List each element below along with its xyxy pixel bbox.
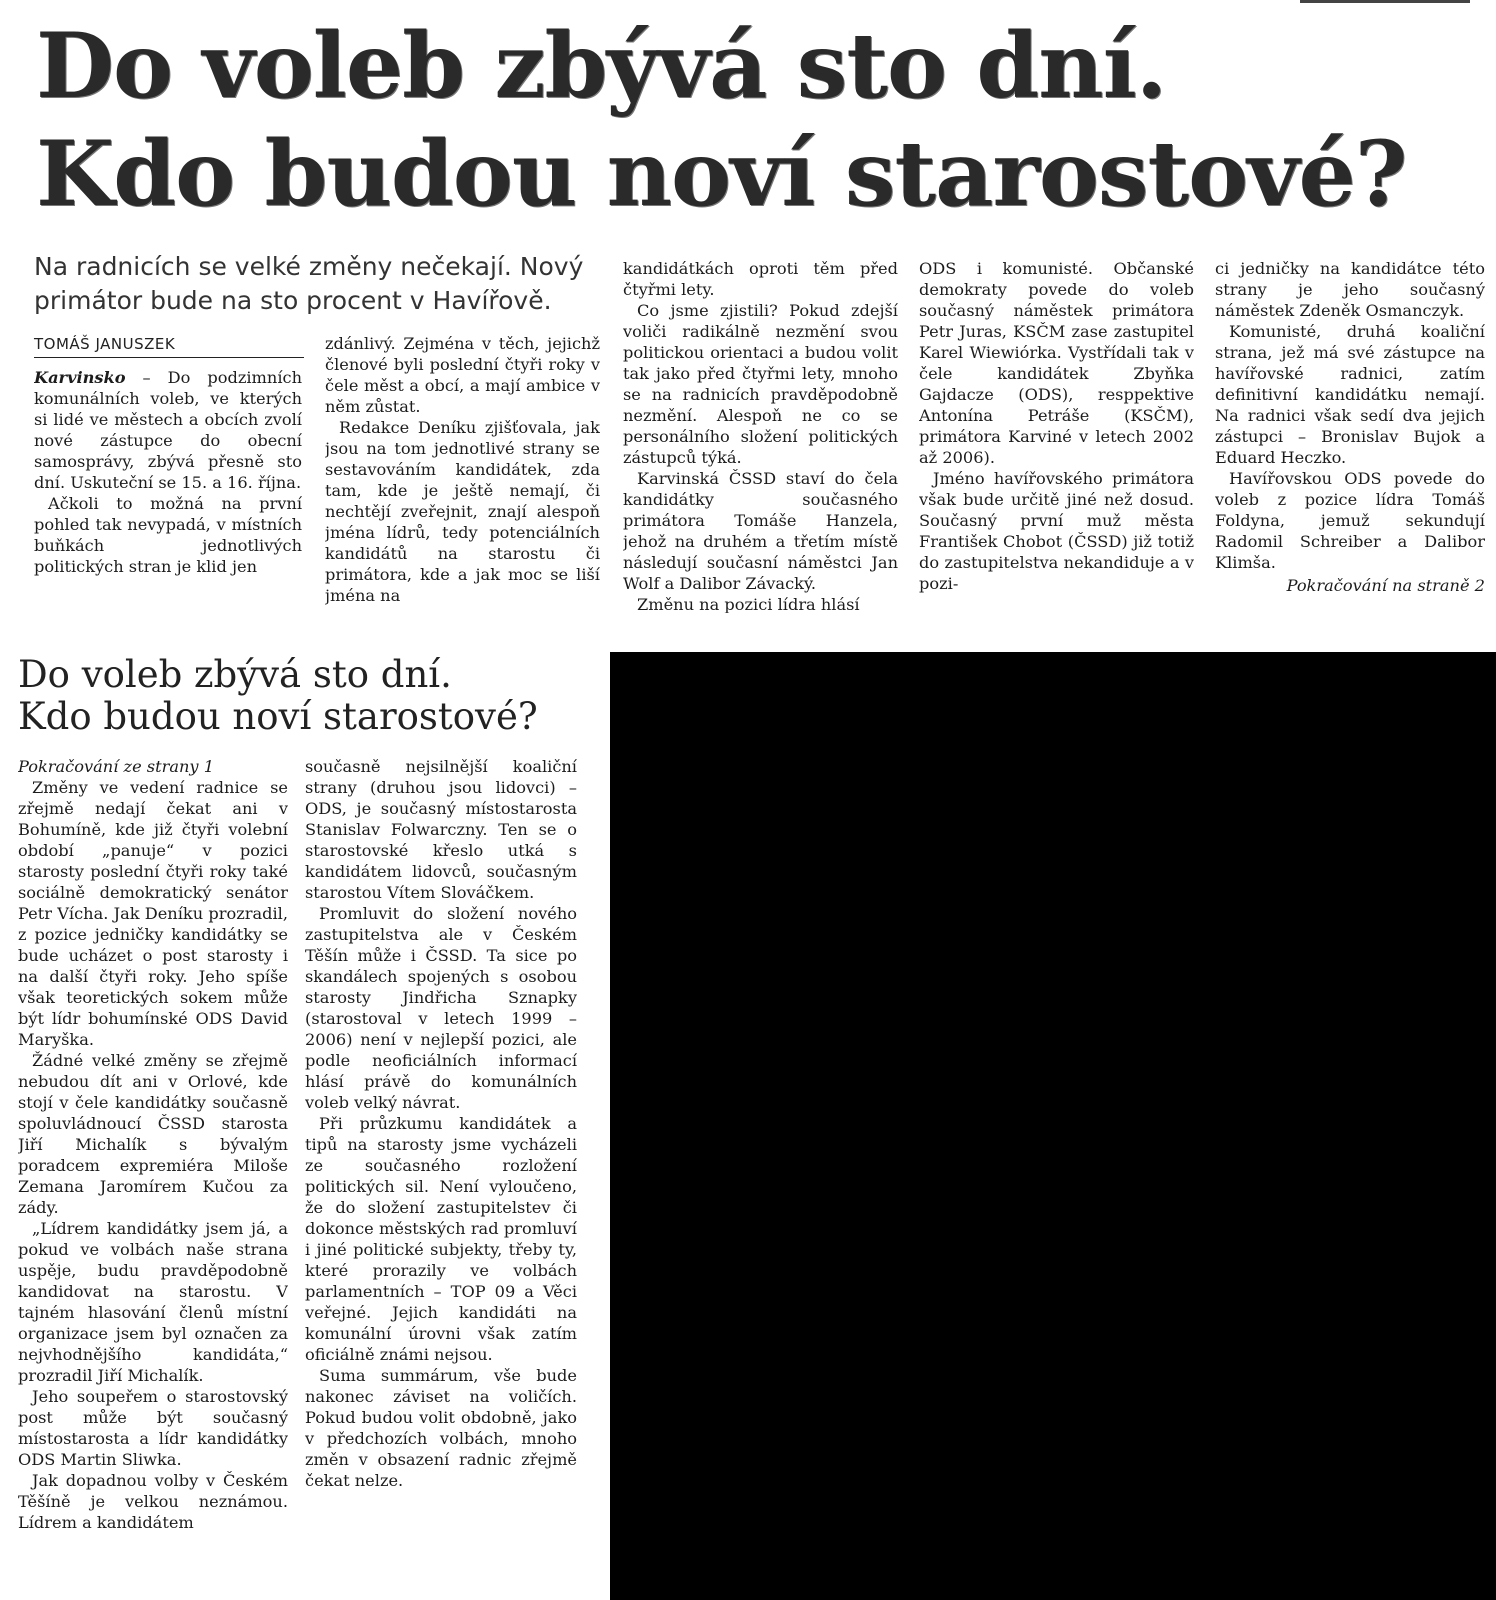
dateline: Karvinsko (34, 368, 126, 387)
headline (36, 12, 1476, 228)
continued-note: Pokračování na straně 2 (1286, 576, 1485, 595)
paragraph: kandidátkách oproti těm před čtyřmi lety. (623, 259, 898, 299)
continuation-headline-line-1: Do voleb zbývá sto dní. (18, 653, 452, 696)
paragraph: Jméno havířovského primátora však bude určitě jiné než dosud. Současný první muž města František Chobot (ČSSD) již totiž do zastupitelstva nekandiduje a v pozi- (919, 469, 1194, 593)
paragraph: Jeho soupeřem o starostovský post může být současný místostarosta a lídr kandidátky ODS Martin Sliwka. (18, 1387, 288, 1469)
paragraph: Ačkoli to možná na první pohled tak nevypadá, v místních buňkách jednotlivých politických stran je klid jen (34, 494, 302, 576)
paragraph: Promluvit do složení nového zastupitelstva ale v Českém Těšín může i ČSSD. Ta sice po skandálech spojených s osobou starosty Jindřicha Sznapky (starostoval v letech 1999 – 2006) není v nejlepší pozici, ale podle neoficiálních informací hlásí právě do komunálních voleb velký návrat. (305, 904, 577, 1112)
paragraph-text: – Do podzimních komunálních voleb, ve kterých si lidé ve městech a obcích zvolí nové zástupce do obecní samosprávy, zbývá přesně sto dní. Uskuteční se 15. a 16. října. (34, 368, 302, 492)
continuation-headline-line-2: Kdo budou noví starostové? (18, 695, 538, 738)
paragraph: současně nejsilnější koaliční strany (druhou jsou lidovci) – ODS, je současný místostarosta Stanislav Folwarczny. Ten se o starostovské křeslo utká s kandidátem lidovců, současným starostou Vítem Slováčkem. (305, 757, 577, 902)
continuation-column-1 (18, 756, 288, 1600)
continued-from-note: Pokračování ze strany 1 (18, 757, 215, 776)
paragraph: „Lídrem kandidátky jsem já, a pokud ve volbách naše strana uspěje, budu pravděpodobně kandidovat na starostu. V tajném hlasování členů místní organizace jsem byl označen za nejvhodnějšího kandidáta,“ prozradil Jiří Michalík. (18, 1219, 288, 1385)
paragraph: Změny ve vedení radnice se zřejmě nedají čekat ani v Bohumíně, kde již čtyři volební období „panuje“ v pozici starosty poslední čtyři roky také sociálně demokratický senátor Petr Vícha. Jak Deníku prozradil, z pozice jedničky kandidátky se bude ucházet o post starosty i na další čtyři roky. Jeho spíše však teoretických sokem může být lídr bohumínské ODS David Maryška. (18, 778, 288, 1049)
paragraph: Suma summárum, vše bude nakonec záviset na voličích. Pokud budou volit obdobně, jako v předchozích volbách, mnoho změn v obsazení radnic zřejmě čekat nelze. (305, 1366, 577, 1490)
redacted-area (610, 652, 1496, 1600)
paragraph: Při průzkumu kandidátek a tipů na starosty jsme vycházeli ze současného rozložení politických sil. Není vyloučeno, že do složení zastupitelstev či dokonce městských rad promluví i jiné politické subjekty, třeby ty, které prorazily ve volbách parlamentních – TOP 09 a Věci veřejné. Jejich kandidáti na komunální úrovni však zatím oficiálně známi nejsou. (305, 1114, 577, 1364)
article-column-5 (1215, 258, 1485, 633)
continuation-headline (18, 654, 598, 738)
subheadline: Na radnicích se velké změny nečekají. Nový primátor bude na sto procent v Havířově. (34, 252, 584, 315)
paragraph (34, 367, 302, 493)
paragraph: Karvinská ČSSD staví do čela kandidátky současného primátora Tomáše Hanzela, jehož na druhém a třetím místě následují současní náměstci Jan Wolf a Dalibor Závacký. (623, 469, 898, 593)
top-rule (1300, 0, 1470, 3)
paragraph: Havířovskou ODS povede do voleb z pozice lídra Tomáš Foldyna, jemuž sekundují Radomil Schreiber a Dalibor Klimša. (1215, 469, 1485, 572)
author-byline: TOMÁŠ JANUSZEK (34, 335, 304, 358)
headline-line-2: Kdo budou noví starostové? (36, 121, 1407, 227)
article-column-3 (623, 258, 898, 613)
article-column-4 (919, 258, 1194, 633)
article-column-1 (34, 367, 302, 612)
paragraph: Změnu na pozici lídra hlásí (637, 595, 860, 613)
paragraph: ci jedničky na kandidátce této strany je jeho současný náměstek Zdeněk Osmanczyk. (1215, 259, 1485, 320)
paragraph: Redakce Deníku zjišťovala, jak jsou na tom jednotlivé strany se sestavováním kandidátek, zda tam, kde je ještě nemají, či nechtějí zveřejnit, znají alespoň jména lídrů, tedy potenciálních kandidátů na starostu či primátora, kde a jak moc se liší jména na (325, 418, 600, 605)
paragraph: ODS i komunisté. Občanské demokraty povede do voleb současný náměstek primátora Petr Juras, KSČM zase zastupitel Karel Wiewiórka. Vystřídali tak v čele kandidátek Zbyňka Gajdacze (ODS), resppektive Antonína Petráše (KSČM), primátora Karviné v letech 2002 až 2006). (919, 259, 1194, 467)
article-column-2 (325, 333, 600, 613)
headline-line-1: Do voleb zbývá sto dní. (36, 13, 1167, 119)
paragraph: Komunisté, druhá koaliční strana, jež má své zástupce na havířovské radnici, zatím definitivní kandidátku nemají. Na radnici však sedí dva jejich zástupci – Bronislav Bujok a Eduard Heczko. (1215, 322, 1485, 467)
paragraph: Jak dopadnou volby v Českém Těšíně je velkou neznámou. Lídrem a kandidátem (18, 1471, 288, 1532)
paragraph: Co jsme zjistili? Pokud zdejší voliči radikálně nezmění svou politickou orientaci a budou volit tak jako před čtyřmi lety, mnoho se na radnicích pravděpodobně nezmění. Alespoň ne co se personálního složení politických zástupců týká. (623, 301, 898, 467)
continuation-column-2 (305, 756, 577, 1600)
paragraph: zdánlivý. Zejména v těch, jejichž členové byli poslední čtyři roky v čele měst a obcí, a mají ambice v něm zůstat. (325, 334, 600, 416)
paragraph: Žádné velké změny se zřejmě nebudou dít ani v Orlové, kde stojí v čele kandidátky současně spoluvládnoucí ČSSD starosta Jiří Michalík s bývalým poradcem expremiéra Miloše Zemana Jaromírem Kučou za zády. (18, 1051, 288, 1217)
